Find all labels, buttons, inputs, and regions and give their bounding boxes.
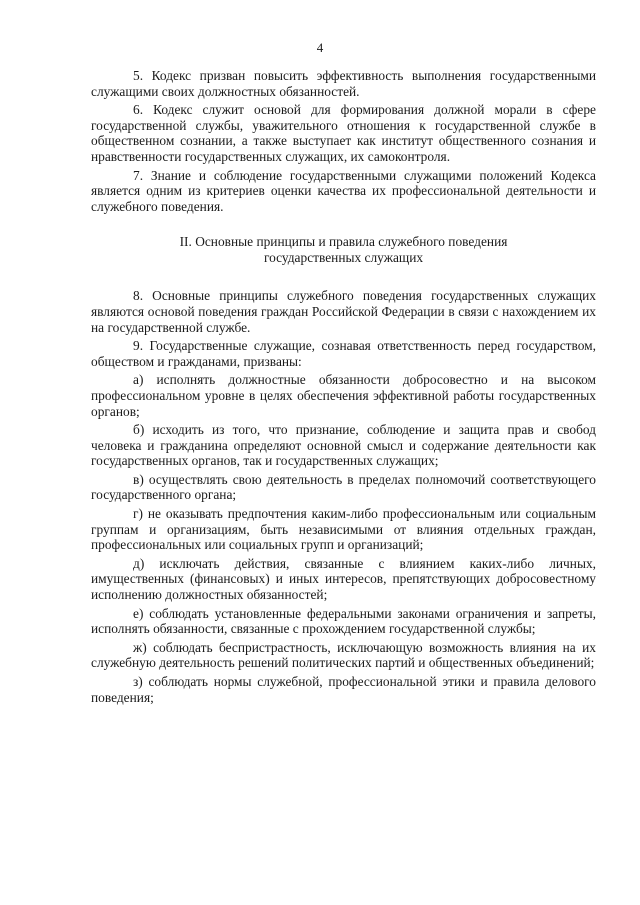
item-z: з) соблюдать нормы служебной, профессиональной этики и правила делового поведения; [91, 674, 596, 705]
page-number: 4 [316, 40, 324, 55]
item-g: г) не оказывать предпочтения каким-либо профессиональным или социальным группам и организациям, быть независимыми от влияния отдельных граждан, профессиональных или социальных групп и организаций; [91, 506, 596, 553]
item-zh: ж) соблюдать беспристрастность, исключающую возможность влияния на их служебную деятельность решений политических партий и общественных объединений; [91, 639, 596, 671]
paragraph-8: 8. Основные принципы служебного поведения государственных служащих являются основой поведения граждан Российской Федерации в связи с нахождением их на государственной службе. [91, 288, 596, 335]
section-heading-line-1: II. Основные принципы и правила служебного поведения [179, 234, 508, 250]
paragraph-6: 6. Кодекс служит основой для формирования должной морали в сфере государственной службы, уважительного отношения к государственной службе в общественном сознании, а также выступает как институт общественного сознания и нравственности государственных служащих, их самоконтроля. [91, 102, 596, 164]
paragraph-7: 7. Знание и соблюдение государственными служащими положений Кодекса является одним из критериев оценки качества их профессиональной деятельности и служебного поведения. [91, 167, 596, 214]
item-b: б) исходить из того, что признание, соблюдение и защита прав и свобод человека и гражданина определяют основной смысл и содержание деятельности как государственных органов, так и государственных служащих; [91, 422, 596, 469]
paragraph-9: 9. Государственные служащие, сознавая ответственность перед государством, обществом и гражданами, призваны: [91, 338, 596, 369]
section-heading-line-2: государственных служащих [263, 250, 424, 266]
item-e: е) соблюдать установленные федеральными законами ограничения и запреты, исполнять обязанности, связанные с прохождением государственной службы; [91, 605, 596, 637]
document-body [91, 68, 596, 708]
item-d: д) исключать действия, связанные с влиянием каких-либо личных, имущественных (финансовых) и иных интересов, препятствующих добросовестному исполнению должностных обязанностей; [91, 555, 596, 603]
item-a: а) исполнять должностные обязанности добросовестно и на высоком профессиональном уровне в целях обеспечения эффективной работы государственных органов; [91, 372, 596, 419]
paragraph-5: 5. Кодекс призван повысить эффективность выполнения государственными служащими своих должностных обязанностей. [91, 68, 596, 99]
item-v: в) осуществлять свою деятельность в пределах полномочий соответствующего государственного органа; [91, 471, 596, 503]
section-heading [91, 234, 596, 266]
